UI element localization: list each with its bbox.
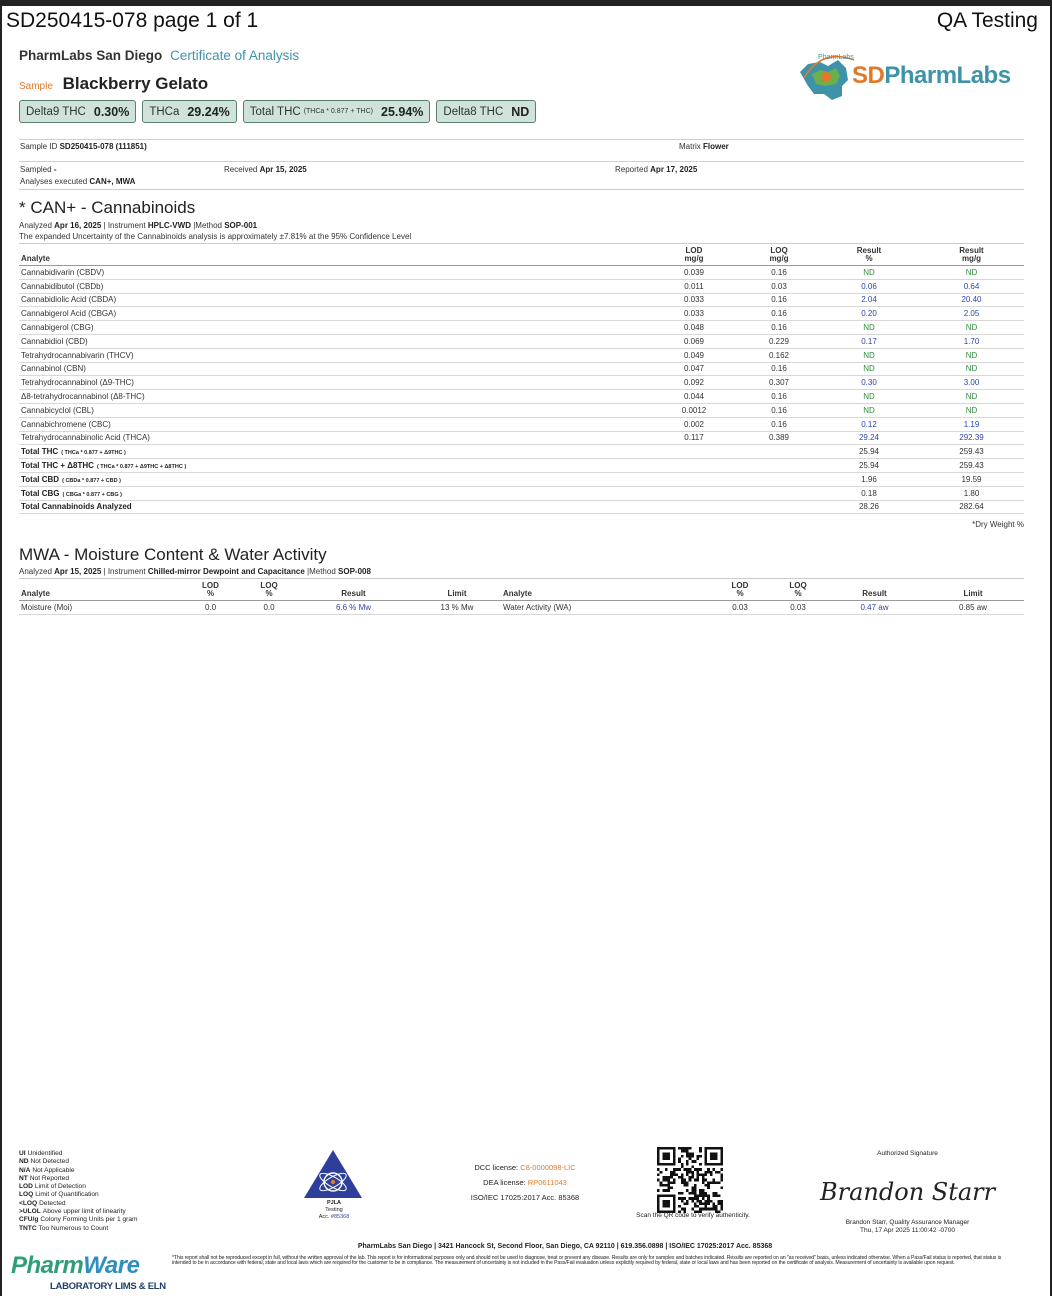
legend-abbr: >ULOL [19,1208,41,1216]
pjla-label [300,1200,368,1221]
col-result-2: Result [827,579,922,601]
cell-total-pct: 25.94 [819,459,919,473]
summary-pills [19,100,536,123]
cell-result-pct: ND [819,348,919,362]
total-label: Total THC + Δ8THC [21,461,94,471]
cell-total-pct: 1.96 [819,472,919,486]
cell-result-pct: ND [819,266,919,280]
instrument-label: Instrument [107,567,146,576]
legend-item [19,1216,138,1224]
legend-item [19,1175,138,1183]
abbreviation-legend [19,1150,138,1233]
lab-name: PharmLabs San Diego [19,48,163,63]
cell-limit: 13 % Mw [411,601,503,615]
instrument-value: Chilled-mirror Dewpoint and Capacitance [147,567,305,576]
total-row [19,459,1024,473]
summary-pill-delta8 [436,100,536,123]
signature-label: Authorized Signature [877,1150,938,1157]
cell-empty [649,445,739,459]
method-value: SOP-008 [338,567,371,576]
pill-label: THCa [149,105,180,118]
cell-limit-2: 0.85 aw [922,601,1024,615]
cell-analyte: Cannabichromene (CBC) [19,417,649,431]
col-loq-2: LOQ % [769,579,827,601]
cell-total-pct: 0.18 [819,486,919,500]
signatory-name: Brandon Starr, Quality Assurance Manager [845,1219,970,1226]
dry-weight-note: *Dry Weight % [972,520,1024,529]
legend-item [19,1158,138,1166]
svg-text:Brandon Starr: Brandon Starr [820,1178,996,1206]
cell-loq: 0.307 [739,376,819,390]
cell-result-mg: 0.64 [919,279,1024,293]
analyzed-label: Analyzed [19,221,52,230]
received-value: Apr 15, 2025 [259,165,307,174]
legend-text: Unidentified [27,1150,63,1157]
col-result-mg: Result mg/g [919,244,1024,266]
pjla-name: PJLA [326,1200,342,1206]
cell-result-pct: 0.12 [819,417,919,431]
cell-total-pct: 28.26 [819,500,919,514]
legend-abbr: UI [19,1150,26,1157]
method-value: SOP-001 [224,221,258,230]
dcc-label: DCC license: [474,1163,519,1172]
cell-result-mg: ND [919,403,1024,417]
lab-address: PharmLabs San Diego | 3421 Hancock St, Second Floor, San Diego, CA 92110 | 619.356.0898 | ISO/IEC 17025:2017 Acc. 85368 [357,1243,773,1250]
pharmware-tagline: LABORATORY LIMS & ELN [50,1281,166,1292]
legend-item [19,1167,138,1175]
table-row [19,390,1024,404]
cell-analyte: Tetrahydrocannabinolic Acid (THCA) [19,431,649,445]
table-row [19,403,1024,417]
table-row [19,307,1024,321]
cell-empty [649,459,739,473]
analyzed-date: Apr 15, 2025 [54,567,102,576]
pill-label: Delta9 THC [26,105,86,118]
cell-lod: 0.0 [179,601,242,615]
pharmware-ware: Ware [83,1252,140,1279]
cell-result-pct: ND [819,321,919,335]
cell-analyte: Cannabidiol (CBD) [19,334,649,348]
legend-item [19,1183,138,1191]
legend-item [19,1200,138,1208]
cell-lod: 0.047 [649,362,739,376]
pill-value: 29.24% [187,104,230,119]
table-header-row [19,244,1024,266]
cell-empty [739,445,819,459]
dea-license: RP0611043 [527,1178,567,1187]
cell-total-label [19,445,649,459]
cell-lod: 0.039 [649,266,739,280]
cell-analyte: Cannabidivarin (CBDV) [19,266,649,280]
cell-result-mg: ND [919,362,1024,376]
cannabinoids-table [19,243,1024,514]
summary-pill-delta9 [19,100,136,123]
analyzed-date: Apr 16, 2025 [54,221,102,230]
qr-caption: Scan the QR code to verify authenticity. [636,1212,750,1219]
legend-abbr: <LOQ [19,1199,38,1207]
col-loq: LOQ % [242,579,296,601]
total-label: Total Cannabinoids Analyzed [21,502,132,512]
cell-analyte: Cannabigerol Acid (CBGA) [19,307,649,321]
can-section-info: Analyzed Apr 16, 2025 | Instrument HPLC-VWD |Method SOP-001 [19,221,258,230]
cell-result-mg: 3.00 [919,376,1024,390]
divider [19,139,1024,140]
legend-text: Not Reported [29,1174,70,1182]
cell-loq: 0.16 [739,266,819,280]
col-limit-2: Limit [922,579,1024,601]
mwa-section-info: Analyzed Apr 15, 2025 | Instrument Chilled-mirror Dewpoint and Capacitance |Method SOP-008 [19,567,371,576]
col-result: Result [296,579,411,601]
cell-loq: 0.16 [739,293,819,307]
total-label: Total THC [21,447,59,457]
pjla-acc: 85368 [334,1214,350,1220]
legend-text: Limit of Quantification [35,1191,99,1199]
legend-item [19,1150,138,1158]
legend-text: Not Detected [30,1158,70,1166]
sample-label: Sample [19,81,53,92]
cell-lod: 0.011 [649,279,739,293]
total-formula: ( THCa * 0.877 + Δ9THC ) [61,450,126,457]
matrix-value: Flower [703,142,729,151]
cell-result-mg: 20.40 [919,293,1024,307]
cell-lod: 0.092 [649,376,739,390]
cell-loq: 0.16 [739,362,819,376]
table-row [19,279,1024,293]
table-header-row [19,579,1024,601]
cell-lod: 0.069 [649,334,739,348]
cell-lod: 0.033 [649,307,739,321]
cell-total-label [19,500,649,514]
iso-accreditation: ISO/IEC 17025:2017 Acc. 85368 [470,1193,580,1202]
cell-lod-2: 0.03 [711,601,769,615]
can-uncertainty: The expanded Uncertainty of the Cannabinoids analysis is approximately ±7.81% at the 95% Confidence Level [19,232,412,241]
cell-analyte: Δ8-tetrahydrocannabinol (Δ8-THC) [19,390,649,404]
sample-id: SD250415-078 (111851) [59,142,147,151]
cell-result-mg: ND [919,390,1024,404]
dea-label: DEA license: [483,1178,526,1187]
cell-empty [739,472,819,486]
col-limit: Limit [411,579,503,601]
table-row [19,362,1024,376]
cell-result-mg: 1.70 [919,334,1024,348]
cell-result-pct: 0.20 [819,307,919,321]
top-bar [6,6,1038,36]
analyses-label: Analyses executed [20,177,88,186]
legend-text: Above upper limit of linearity [42,1208,126,1216]
cell-loq: 0.162 [739,348,819,362]
summary-pill-total-thc [243,100,431,123]
cell-analyte: Tetrahydrocannabinol (Δ9-THC) [19,376,649,390]
cell-result-pct: 29.24 [819,431,919,445]
cell-lod: 0.002 [649,417,739,431]
pharmware-pharm: Pharm [11,1252,84,1279]
sampled-label: Sampled [20,165,52,174]
cell-lod: 0.117 [649,431,739,445]
signature-date: Thu, 17 Apr 2025 11:00:42 -0700 [860,1227,955,1234]
cell-loq: 0.16 [739,390,819,404]
total-label: Total CBD [21,474,60,484]
cell-result: 6.6 % Mw [296,601,411,615]
matrix-label: Matrix [679,142,701,151]
cell-loq: 0.389 [739,431,819,445]
table-row [19,431,1024,445]
cell-analyte: Cannabidibutol (CBDb) [19,279,649,293]
logo-arc-text: PharmLabs [818,54,854,61]
moisture-table [19,578,1024,615]
cell-empty [649,500,739,514]
cell-analyte: Cannabinol (CBN) [19,362,649,376]
cell-empty [739,500,819,514]
cell-loq: 0.16 [739,307,819,321]
pill-formula: (THCa * 0.877 + THC) [303,108,373,115]
cell-total-mg: 1.80 [919,486,1024,500]
cell-result-pct: ND [819,362,919,376]
total-row [19,472,1024,486]
col-result-pct: Result % [819,244,919,266]
total-formula: ( CBDa * 0.877 + CBD ) [62,477,121,484]
total-row [19,445,1024,459]
pill-label: Delta8 THC [443,105,504,118]
legend-abbr: ND [19,1158,29,1166]
lab-heading [19,48,299,63]
cell-analyte: Moisture (Moi) [19,601,179,615]
received-label: Received [224,165,258,174]
col-analyte: Analyte [19,244,649,266]
legend-item [19,1208,138,1216]
report-page-id: SD250415-078 page 1 of 1 [6,9,259,32]
summary-pill-thca [142,100,236,123]
legend-text: Limit of Detection [34,1183,86,1191]
table-row [19,293,1024,307]
cell-lod: 0.0012 [649,403,739,417]
pill-label: Total THC [249,105,301,118]
pill-value: ND [511,104,530,119]
cell-total-label [19,486,649,500]
sample-id-label: Sample ID [20,142,58,151]
signatory [800,1219,1015,1235]
sample-name: Blackberry Gelato [62,74,209,93]
cell-result-mg: ND [919,348,1024,362]
col-analyte-2: Analyte [503,579,711,601]
col-loq: LOQ mg/g [739,244,819,266]
cell-result-pct: 0.17 [819,334,919,348]
col-lod-2: LOD % [711,579,769,601]
divider [19,189,1024,190]
pharmware-logo [11,1252,139,1280]
cell-result-mg: ND [919,321,1024,335]
legend-text: Colony Forming Units per 1 gram [40,1216,138,1224]
cell-loq: 0.0 [242,601,296,615]
table-row [19,376,1024,390]
instrument-value: HPLC-VWD [147,221,191,230]
cell-lod: 0.049 [649,348,739,362]
cell-analyte: Cannabigerol (CBG) [19,321,649,335]
legend-item [19,1225,138,1233]
cell-loq: 0.16 [739,417,819,431]
logo-pharmlabs: PharmLabs [884,62,1011,89]
legend-abbr: LOD [19,1183,33,1191]
cell-result-mg: ND [919,266,1024,280]
cell-loq: 0.229 [739,334,819,348]
col-lod: LOD % [179,579,242,601]
legend-abbr: LOQ [19,1191,34,1199]
cell-empty [649,486,739,500]
total-row [19,486,1024,500]
cell-analyte: Cannabicyclol (CBL) [19,403,649,417]
verification-qr-code[interactable] [657,1147,723,1213]
pill-value: 25.94% [381,104,424,119]
cell-loq: 0.16 [739,403,819,417]
cell-result-pct: ND [819,403,919,417]
cell-loq: 0.16 [739,321,819,335]
table-row [19,601,1024,615]
cell-empty [739,486,819,500]
logo-sd: SD [852,62,885,89]
handwritten-signature [812,1168,1012,1212]
qa-testing-label: QA Testing [936,9,1038,32]
cell-result-pct: 0.06 [819,279,919,293]
cell-result-mg: 1.19 [919,417,1024,431]
cell-total-label [19,459,649,473]
cell-total-label [19,472,649,486]
method-label: Method [195,221,222,230]
analyses-value: CAN+, MWA [89,177,136,186]
cell-empty [739,459,819,473]
table-row [19,321,1024,335]
table-row [19,334,1024,348]
logo-wordmark [852,62,1011,90]
cell-loq-2: 0.03 [769,601,827,615]
cell-result-mg: 2.05 [919,307,1024,321]
total-label: Total CBG [21,488,60,498]
pill-value: 0.30% [93,104,130,119]
reported-value: Apr 17, 2025 [650,165,698,174]
cell-analyte-2: Water Activity (WA) [503,601,711,615]
cell-total-mg: 282.64 [919,500,1024,514]
analyzed-label: Analyzed [19,567,52,576]
legend-text: Not Applicable [32,1166,75,1174]
instrument-label: Instrument [107,221,146,230]
cell-result-pct: 2.04 [819,293,919,307]
license-block [440,1160,610,1205]
legend-abbr: NT [19,1174,28,1182]
pjla-sub: Testing [325,1207,343,1213]
cell-lod: 0.044 [649,390,739,404]
total-row [19,500,1024,514]
table-row [19,417,1024,431]
cell-loq: 0.03 [739,279,819,293]
cell-analyte: Cannabidiolic Acid (CBDA) [19,293,649,307]
legend-text: Detected [39,1199,66,1207]
sample-heading [19,74,208,94]
cell-lod: 0.048 [649,321,739,335]
cell-total-mg: 259.43 [919,459,1024,473]
can-section-title: * CAN+ - Cannabinoids [19,198,196,217]
cell-total-pct: 25.94 [819,445,919,459]
sampled-value: - [53,165,57,174]
col-lod: LOD mg/g [649,244,739,266]
total-formula: ( THCa * 0.877 + Δ9THC + Δ8THC ) [96,464,187,471]
total-formula: ( CBGa * 0.877 + CBG ) [62,491,122,498]
mwa-section-title: MWA - Moisture Content & Water Activity [19,545,327,564]
cannabinoids-table-body [19,266,1024,514]
dcc-license: C8-0000098-LIC [520,1163,576,1172]
cell-result-pct: ND [819,390,919,404]
legend-abbr: CFU/g [19,1216,39,1224]
legend-abbr: TNTC [19,1224,37,1232]
cell-result-mg: 292.39 [919,431,1024,445]
legend-abbr: N/A [19,1166,31,1174]
col-analyte: Analyte [19,579,179,601]
cell-total-mg: 259.43 [919,445,1024,459]
legend-item [19,1191,138,1199]
disclaimer: *This report shall not be reproduced except in full, without the written approval of the lab. This report is for informational purposes only and should not be used to diagnose, treat or prevent any disease. Results are only for samples and batches indicated. Results are reported on an "as received" basis, unless indicated otherwise. When a Pass/Fail status is reported, that status is intended to be in accordance with federal, state and local laws which are required for the customer to be in compliance. The measurement of uncertainty is not included in the Pass/Fail evaluation unless explicitly required by federal, state or local laws and has been reported on the certificate of analysis. Measurement of uncertainty is available upon request. [172,1255,1002,1267]
reported-label: Reported [615,165,648,174]
cell-lod: 0.033 [649,293,739,307]
cell-result-2: 0.47 aw [827,601,922,615]
table-row [19,348,1024,362]
divider [19,161,1024,162]
cell-result-pct: 0.30 [819,376,919,390]
cell-total-mg: 19.59 [919,472,1024,486]
pjla-acc-label: Acc. # [318,1214,334,1220]
method-label: Method [309,567,336,576]
table-row [19,266,1024,280]
cell-analyte: Tetrahydrocannabivarin (THCV) [19,348,649,362]
doc-type: Certificate of Analysis [170,48,300,63]
cell-empty [649,472,739,486]
legend-text: Too Numerous to Count [38,1224,109,1232]
